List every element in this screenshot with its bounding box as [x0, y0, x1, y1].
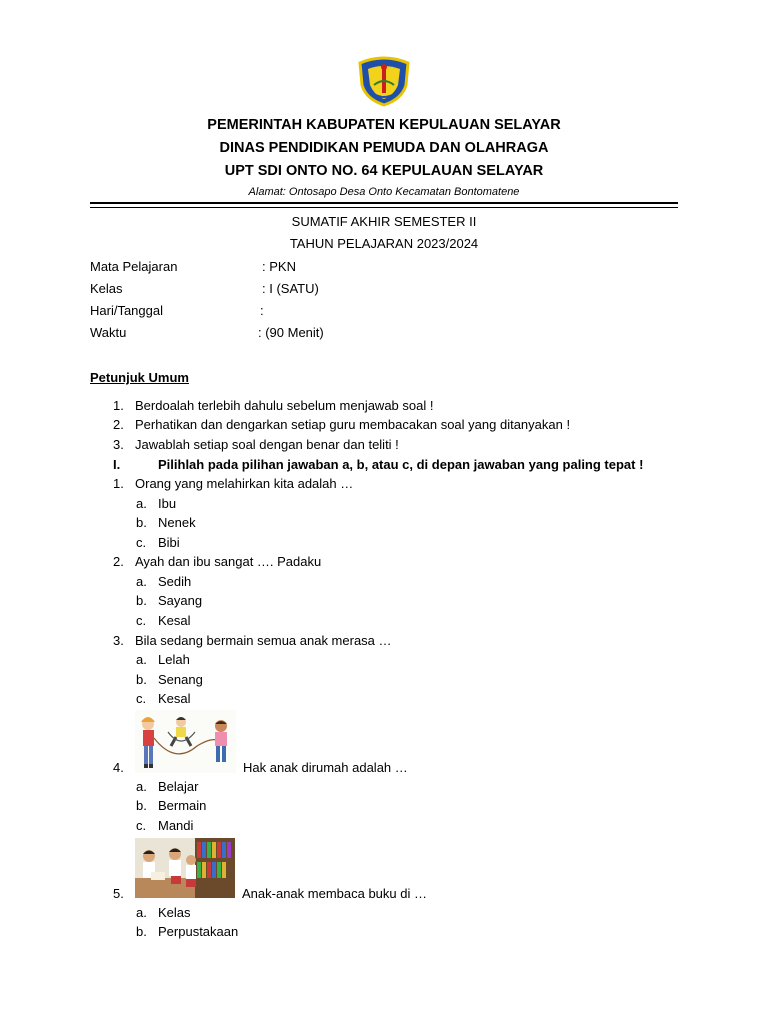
- question-text: Ayah dan ibu sangat …. Padaku: [135, 554, 322, 569]
- section-instruction: Pilihlah pada pilihan jawaban a, b, atau c, di depan jawaban yang paling tepat !: [158, 457, 644, 472]
- header-address: Alamat: Ontosapo Desa Onto Kecamatan Bontomatene: [248, 186, 520, 198]
- option-letter: c.: [136, 613, 147, 628]
- option-text: Sayang: [158, 593, 203, 608]
- info-label-class: Kelas: [90, 281, 123, 296]
- question-number: 5.: [113, 886, 124, 901]
- option-text: Kesal: [158, 613, 191, 628]
- option-text: Senang: [158, 672, 203, 687]
- question-number: 4.: [113, 760, 124, 775]
- info-value-time: : (90 Menit): [258, 325, 324, 340]
- option-text: Kesal: [158, 691, 191, 706]
- option-letter: a.: [136, 905, 147, 920]
- question-text: Hak anak dirumah adalah …: [243, 760, 408, 775]
- option-letter: b.: [136, 672, 147, 687]
- option-text: Bermain: [158, 798, 207, 813]
- header-department: DINAS PENDIDIKAN PEMUDA DAN OLAHRAGA: [219, 140, 549, 156]
- instruction-text: Berdoalah terlebih dahulu sebelum menjawab soal !: [135, 398, 434, 413]
- info-value-subject: : PKN: [262, 259, 296, 274]
- option-letter: b.: [136, 798, 147, 813]
- option-text: Mandi: [158, 818, 194, 833]
- children-playing-illustration: [135, 710, 236, 773]
- exam-year: TAHUN PELAJARAN 2023/2024: [289, 236, 479, 251]
- library-reading-illustration: [135, 838, 235, 898]
- option-text: Bibi: [158, 535, 180, 550]
- option-letter: a.: [136, 574, 147, 589]
- section-number: I.: [113, 457, 121, 472]
- info-value-date: :: [260, 303, 264, 318]
- instruction-number: 1.: [113, 398, 124, 413]
- instruction-number: 2.: [113, 417, 124, 432]
- header-government: PEMERINTAH KABUPATEN KEPULAUAN SELAYAR: [207, 117, 561, 133]
- question-number: 3.: [113, 633, 124, 648]
- option-text: Sedih: [158, 574, 192, 589]
- option-letter: a.: [136, 496, 147, 511]
- info-label-time: Waktu: [90, 325, 127, 340]
- option-letter: a.: [136, 779, 147, 794]
- option-text: Kelas: [158, 905, 191, 920]
- option-text: Nenek: [158, 515, 196, 530]
- info-value-class: : I (SATU): [262, 281, 319, 296]
- question-number: 2.: [113, 554, 124, 569]
- general-instructions-title: Petunjuk Umum: [90, 370, 189, 385]
- option-text: Perpustakaan: [158, 924, 239, 939]
- exam-title: SUMATIF AKHIR SEMESTER II: [291, 214, 477, 229]
- option-letter: c.: [136, 818, 147, 833]
- question-text: Bila sedang bermain semua anak merasa …: [135, 633, 392, 648]
- option-letter: a.: [136, 652, 147, 667]
- option-letter: c.: [136, 691, 147, 706]
- header-divider: [90, 202, 678, 204]
- info-label-date: Hari/Tanggal: [90, 303, 163, 318]
- header-school: UPT SDI ONTO NO. 64 KEPULAUAN SELAYAR: [224, 163, 544, 179]
- info-label-subject: Mata Pelajaran: [90, 259, 178, 274]
- instruction-text: Perhatikan dan dengarkan setiap guru membacakan soal yang ditanyakan !: [135, 417, 571, 432]
- option-text: Belajar: [158, 779, 199, 794]
- question-text: Orang yang melahirkan kita adalah …: [135, 476, 354, 491]
- instruction-text: Jawablah setiap soal dengan benar dan teliti !: [135, 437, 399, 452]
- question-text: Anak-anak membaca buku di …: [242, 886, 427, 901]
- option-letter: b.: [136, 593, 147, 608]
- regency-emblem-icon: [356, 55, 412, 107]
- option-text: Lelah: [158, 652, 190, 667]
- option-letter: c.: [136, 535, 147, 550]
- option-letter: b.: [136, 515, 147, 530]
- option-text: Ibu: [158, 496, 177, 511]
- option-letter: b.: [136, 924, 147, 939]
- instruction-number: 3.: [113, 437, 124, 452]
- header-divider-thin: [90, 207, 678, 208]
- question-number: 1.: [113, 476, 124, 491]
